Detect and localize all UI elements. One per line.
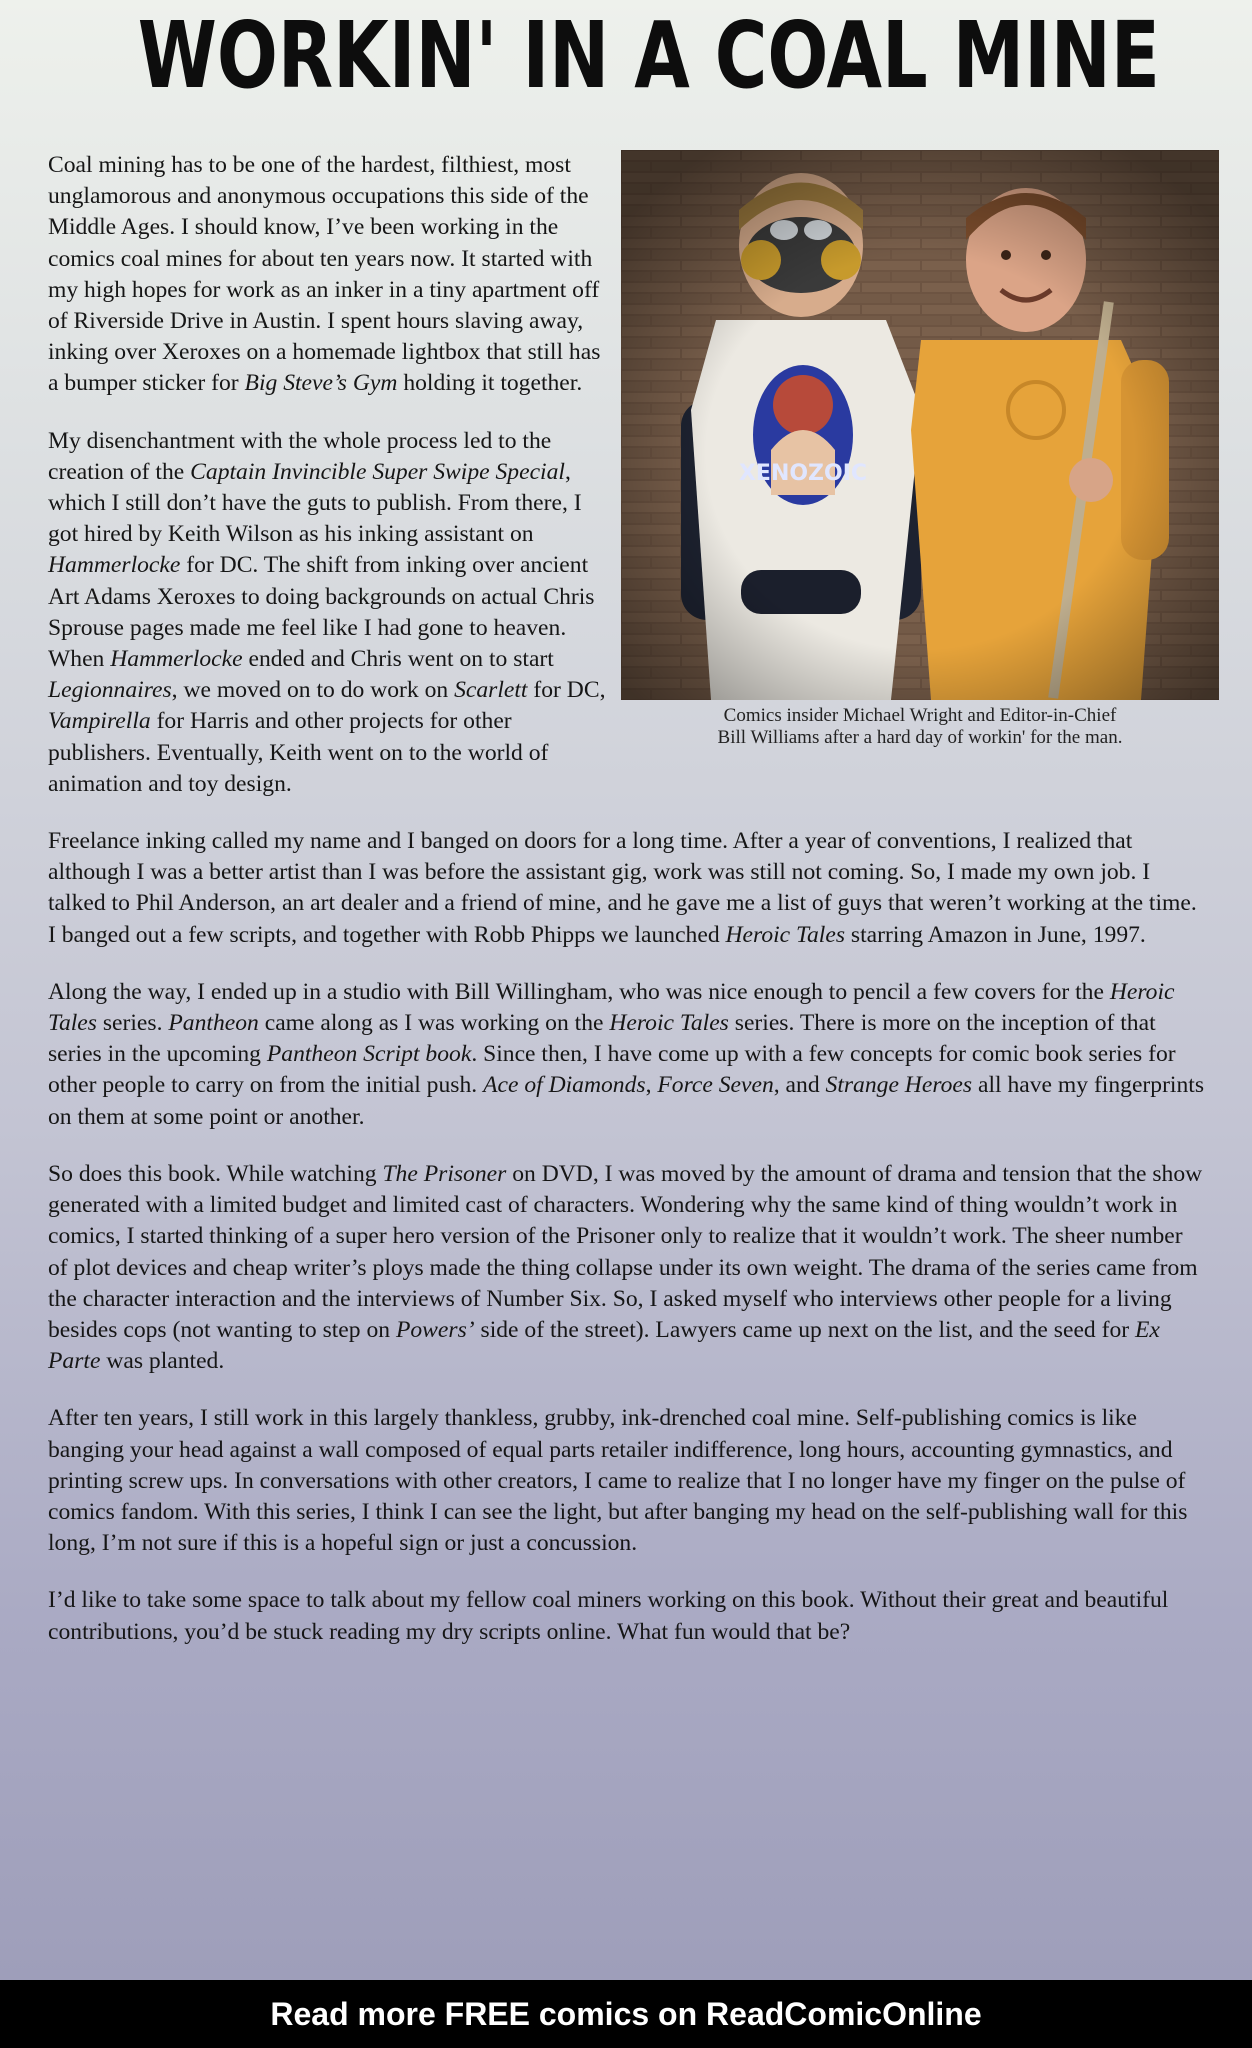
paragraph-text: for DC,	[527, 677, 606, 704]
paragraph-text: Along the way, I ended up in a studio with Bill Willingham, who was nice enough to pencil a few covers for the	[48, 978, 1110, 1005]
paragraph-text: ,	[645, 1072, 658, 1099]
article-paragraph	[48, 1403, 1208, 1559]
paragraph-text: series. There is more on the inception of that series in the upcoming	[48, 1010, 1156, 1068]
paragraph-text: My disenchantment with the whole process led to the creation of the	[48, 427, 552, 485]
article-body	[48, 150, 1208, 1674]
italic-title-text: Scarlett	[454, 677, 528, 704]
paragraph-text: , we moved on to do work on	[171, 677, 455, 704]
paragraph-text: . Since then, I have come up with a few concepts for comic book series for other people to carry on from the initial push.	[48, 1041, 1176, 1099]
italic-title-text: Force Seven	[657, 1072, 774, 1099]
italic-title-text: Heroic Tales	[48, 978, 1175, 1037]
italic-title-text: Heroic Tales	[609, 1010, 729, 1037]
paragraph-text: all have my fingerprints on them at some point or another.	[48, 1072, 1205, 1130]
italic-title-text: Pantheon	[168, 1010, 259, 1037]
italic-title-text: Captain Invincible Super Swipe Special	[190, 458, 565, 485]
italic-title-text: Ace of Diamonds	[483, 1072, 646, 1099]
caption-line-2: Bill Williams after a hard day of workin' for the man.	[717, 727, 1123, 748]
paragraph-text: holding it together.	[397, 370, 583, 397]
italic-title-text: Hammerlocke	[48, 552, 181, 579]
article-paragraph	[48, 977, 1208, 1133]
italic-title-text: Vampirella	[48, 708, 151, 735]
footer-banner[interactable]: Read more FREE comics on ReadComicOnline	[0, 1980, 1252, 2048]
article-paragraph	[48, 826, 1208, 951]
paragraph-text: was planted.	[100, 1348, 225, 1375]
italic-title-text: Pantheon Script book	[266, 1041, 472, 1068]
caption-line-1: Comics insider Michael Wright and Editor-in-Chief	[723, 705, 1117, 726]
paragraph-text: for DC. The shift from inking over ancient Art Adams Xeroxes to doing backgrounds on actual Chris Sprouse pages made me feel like I had gone to heaven. When	[48, 552, 595, 673]
italic-title-text: Strange Heroes	[825, 1072, 973, 1099]
paragraph-text: series.	[96, 1010, 169, 1037]
italic-title-text: Hammerlocke	[110, 646, 243, 673]
paragraph-text: on DVD, I was moved by the amount of drama and tension that the show generated with a limited budget and limited cast of characters. Wondering why the same kind of thing wouldn’t work in comics, I started thinking of a super hero version of the Prisoner only to realize that it wouldn’t work. The sheer number of plot devices and cheap writer’s ploys made the thing collapse under its own weight. The drama of the series came from the character interaction and the interviews of Number Six. So, I asked myself who interviews other people for a living besides cops (not wanting to step on	[48, 1160, 1203, 1343]
paragraph-text: , and	[773, 1072, 826, 1099]
photo-float-space	[623, 150, 1208, 755]
italic-title-text: Ex Parte	[48, 1316, 1160, 1375]
paragraph-text: ended and Chris went on to start	[242, 646, 554, 673]
paragraph-text: , which I still don’t have the guts to publish. From there, I got hired by Keith Wilson as his inking assistant on	[48, 458, 582, 548]
page-title: WORKIN' IN A COAL MINE	[137, 2, 1160, 109]
paragraph-text: side of the street). Lawyers came up next on the list, and the seed for	[474, 1316, 1136, 1343]
paragraph-text: I’d like to take some space to talk about my fellow coal miners working on this book. Without their great and beautiful contributions, you’d be stuck reading my dry scripts online. What fun would that be?	[48, 1587, 1169, 1645]
paragraph-text: After ten years, I still work in this largely thankless, grubby, ink-drenched coal mine. Self-publishing comics is like banging your head against a wall composed of equal parts retailer indifference, long hours, accounting gymnastics, and printing screw ups. In conversations with other creators, I came to realize that I no longer have my finger on the pulse of comics fandom. With this series, I think I can see the light, but after banging my head on the self-publishing wall for this long, I’m not sure if this is a hopeful sign or just a concussion.	[48, 1405, 1188, 1557]
article-paragraph	[48, 1159, 1208, 1377]
italic-title-text: The Prisoner	[382, 1160, 507, 1187]
paragraph-text: Coal mining has to be one of the hardest, filthiest, most unglamorous and anonymous occupations this side of the Middle Ages. I should know, I’ve been working in the comics coal mines for about ten years now. It started with my high hopes for work as an inker in a tiny apartment off of Riverside Drive in Austin. I spent hours slaving away, inking over Xeroxes on a homemade lightbox that still has a bumper sticker for	[48, 152, 601, 397]
italic-title-text: Big Steve’s Gym	[244, 370, 398, 397]
italic-title-text: Powers’	[395, 1316, 475, 1343]
paragraph-text: came along as I was working on the	[258, 1010, 610, 1037]
article-paragraph	[48, 1585, 1208, 1647]
paragraph-text: Freelance inking called my name and I banged on doors for a long time. After a year of conventions, I realized that although I was a better artist than I was before the assistant gig, work was still not coming. So, I made my own job. I talked to Phil Anderson, an art dealer and a friend of mine, and he gave me a list of guys that weren’t working at the time. I banged out a few scripts, and together with Robb Phipps we launched	[48, 828, 1197, 948]
italic-title-text: Heroic Tales	[725, 921, 846, 948]
italic-title-text: Legionnaires	[48, 677, 172, 704]
paragraph-text: So does this book. While watching	[48, 1160, 383, 1187]
paragraph-text: for Harris and other projects for other publishers. Eventually, Keith went on to the world of animation and toy design.	[48, 708, 549, 797]
paragraph-text: starring Amazon in June, 1997.	[845, 921, 1146, 948]
